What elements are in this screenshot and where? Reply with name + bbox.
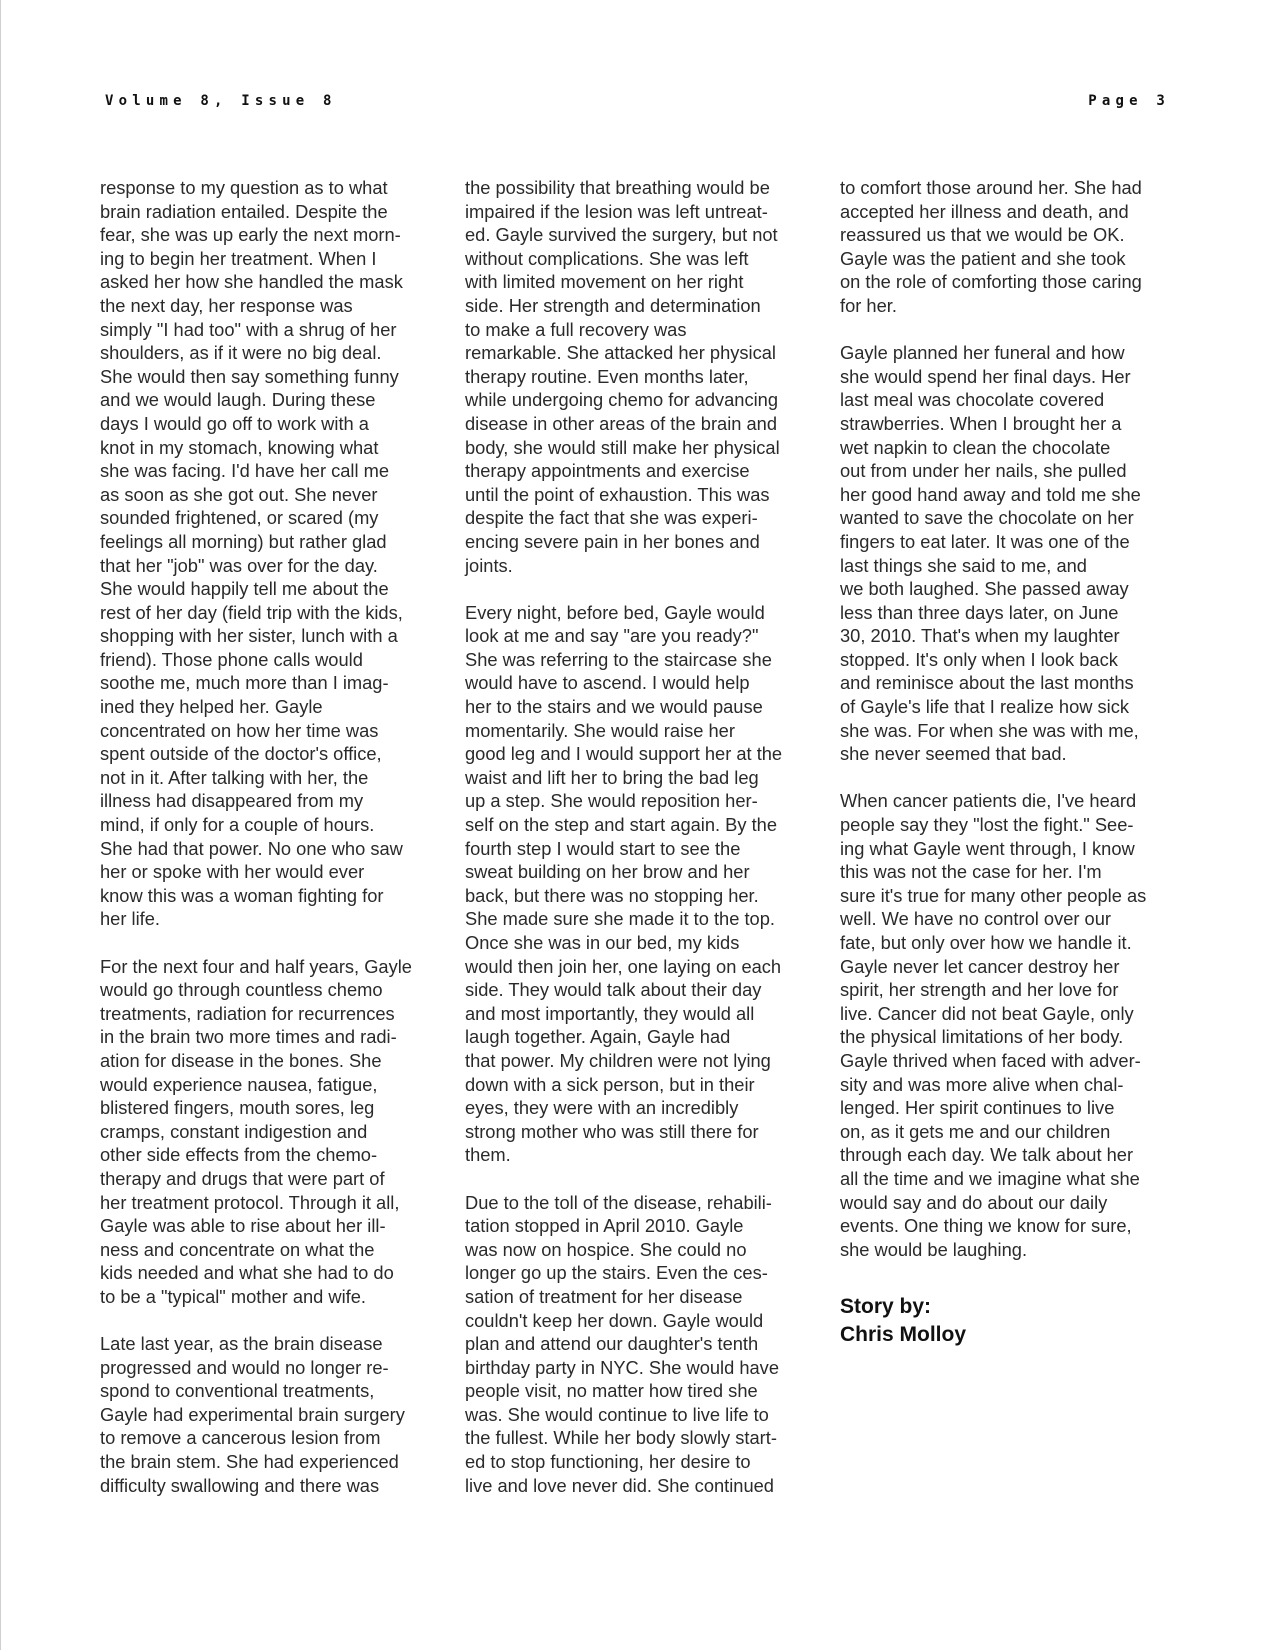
- page-edge: [0, 0, 1, 1650]
- column-3: [840, 176, 1180, 1349]
- page-number: Page 3: [1088, 93, 1170, 109]
- running-header: [105, 93, 1170, 113]
- paragraph: to comfort those around her. She had accepted her illness and death, and reassured us that we would be OK. Gayle was the patient and she took on the role of comforting those caring for her.: [840, 177, 1142, 316]
- volume-issue: Volume 8, Issue 8: [105, 93, 337, 109]
- paragraph: For the next four and half years, Gayle would go through countless chemo treatments, radiation for recurrences in the brain two more times and radi- ation for disease in the bones. She would experience nausea, fatigue, blistered fingers, mouth sores, leg cramps, constant indigestion and other side effects from the chemo- therapy and drugs that were part of her treatment protocol. Through it all, Gayle was able to rise about her ill- ness and concentrate on what the kids needed and what she had to do to be a "typical" mother and wife.: [100, 955, 412, 1307]
- byline: [840, 1293, 1180, 1349]
- paragraph: Gayle planned her funeral and how she would spend her final days. Her last meal was chocolate covered strawberries. When I brought her a wet napkin to clean the chocolate out from under her nails, she pulled her good hand away and told me she wanted to save the chocolate on her fingers to eat later. It was one of the last things she said to me, and we both laughed. She passed away less than three days later, on June 30, 2010. That's when my laughter stopped. It's only when I look back and reminisce about the last months of Gayle's life that I realize how sick she was. For when she was with me, she never seemed that bad.: [840, 342, 1141, 765]
- byline-label: Story by:: [840, 1295, 932, 1319]
- paragraph: the possibility that breathing would be impaired if the lesion was left untreat- ed. Gayle survived the surgery, but not without complications. She was left with limited movement on her right side. Her strength and determination to make a full recovery was remarkable. She attacked her physical therapy routine. Even months later, while undergoing chemo for advancing disease in other areas of the brain and body, she would still make her physical therapy appointments and exercise until the point of exhaustion. This was despite the fact that she was experi- encing severe pain in her bones and joints.: [465, 177, 780, 576]
- paragraph: When cancer patients die, I've heard people say they "lost the fight." See- ing what Gayle went through, I know this was not the case for her. I'm sure it's true for many other people as well. We have no control over our fate, but only over how we handle it. Gayle never let cancer destroy her spirit, her strength and her love for live. Cancer did not beat Gayle, only the physical limitations of her body. Gayle thrived when faced with adver- sity and was more alive when chal- lenged. Her spirit continues to live on, as it gets me and our children through each day. We talk about her all the time and we imagine what she would say and do about our daily events. One thing we know for sure, she would be laughing.: [840, 790, 1147, 1260]
- paragraph: Due to the toll of the disease, rehabili- tation stopped in April 2010. Gayle was now on hospice. She could no longer go up the stairs. Even the ces- sation of treatment for her disease couldn't keep her down. Gayle would plan and attend our daughter's tenth birthday party in NYC. She would have people visit, no matter how tired she was. She would continue to live life to the fullest. While her body slowly start- ed to stop functioning, her desire to live and love never did. She continued: [465, 1191, 779, 1496]
- paragraph: Late last year, as the brain disease progressed and would no longer re- spond to conventional treatments, Gayle had experimental brain surgery to remove a cancerous lesion from the brain stem. She had experienced difficulty swallowing and there was: [100, 1333, 405, 1496]
- paragraph: response to my question as to what brain radiation entailed. Despite the fear, she was up early the next morn- ing to begin her treatment. When I asked her how she handled the mask the next day, her response was simply "I had too" with a shrug of her shoulders, as if it were no big deal. She would then say something funny and we would laugh. During these days I would go off to work with a knot in my stomach, knowing what she was facing. I'd have her call me as soon as she got out. She never sounded frightened, or scared (my feelings all morning) but rather glad that her "job" was over for the day. She would happily tell me about the rest of her day (field trip with the kids, shopping with her sister, lunch with a friend). Those phone calls would soothe me, much more than I imag- ined they helped her. Gayle concentrated on how her time was spent outside of the doctor's office, not in it. After talking with her, the illness had disappeared from my mind, if only for a couple of hours. She had that power. No one who saw her or spoke with her would ever know this was a woman fighting for her life.: [100, 177, 403, 930]
- paragraph: Every night, before bed, Gayle would look at me and say "are you ready?" She was referring to the staircase she would have to ascend. I would help her to the stairs and we would pause momentarily. She would raise her good leg and I would support her at the waist and lift her to bring the bad leg up a step. She would reposition her- self on the step and start again. By the fourth step I would start to see the sweat building on her brow and her back, but there was no stopping her. She made sure she made it to the top. Once she was in our bed, my kids would then join her, one laying on each side. They would talk about their day and most importantly, they would all laugh together. Again, Gayle had that power. My children were not lying down with a sick person, but in their eyes, they were with an incredibly strong mother who was still there for them.: [465, 601, 783, 1166]
- column-1: [100, 176, 440, 1497]
- column-2: [465, 176, 805, 1497]
- byline-author: Chris Molloy: [840, 1323, 967, 1347]
